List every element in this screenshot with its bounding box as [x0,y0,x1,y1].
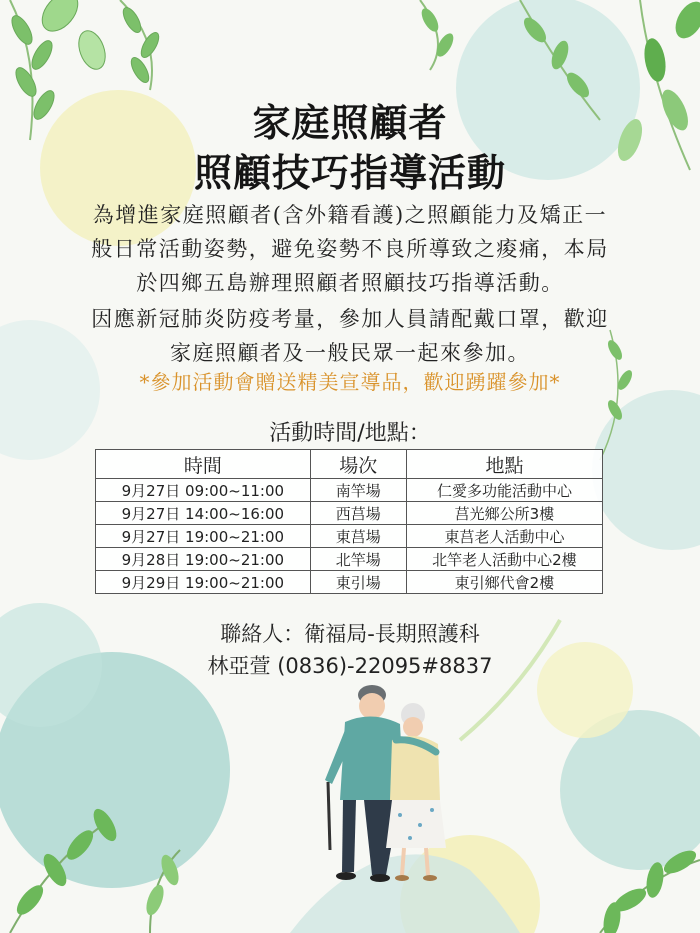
table-header-row [96,450,603,479]
contact-person: 聯絡人：衛福局-長期照護科 [220,622,480,646]
cell-time: 9月27日 09:00~11:00 [96,479,311,502]
cell-session: 東引場 [310,571,406,594]
cell-location: 東莒老人活動中心 [406,525,602,548]
table-row [96,525,603,548]
notice-line-1: 因應新冠肺炎防疫考量，參加人員請配戴口罩，歡迎 [91,307,609,331]
cell-time: 9月27日 19:00~21:00 [96,525,311,548]
intro-line-1: 為增進家庭照顧者(含外籍看護)之照顧能力及矯正一 [92,203,608,227]
cell-session: 西莒場 [310,502,406,525]
notice-line-2: 家庭照顧者及一般民眾一起來參加。 [170,341,530,365]
cell-time: 9月28日 19:00~21:00 [96,548,311,571]
header-location: 地點 [406,450,602,479]
title-line-2: 照顧技巧指導活動 [193,151,506,195]
cell-session: 東莒場 [310,525,406,548]
cell-time: 9月29日 19:00~21:00 [96,571,311,594]
header-session: 場次 [310,450,406,479]
table-row [96,548,603,571]
cell-time: 9月27日 14:00~16:00 [96,502,311,525]
gift-note: *參加活動會贈送精美宣導品，歡迎踴躍參加* [139,370,561,394]
schedule-heading: 活動時間/地點： [269,421,431,446]
table-row [96,571,603,594]
notice-paragraph [0,302,700,370]
header-time: 時間 [96,450,311,479]
cell-location: 莒光鄉公所3樓 [406,502,602,525]
cell-location: 仁愛多功能活動中心 [406,479,602,502]
cell-location: 東引鄉代會2樓 [406,571,602,594]
table-row [96,502,603,525]
intro-line-3: 於四鄉五島辦理照顧者照顧技巧指導活動。 [136,271,564,295]
intro-paragraph [0,198,700,300]
cell-location: 北竿老人活動中心2樓 [406,548,602,571]
contact-phone: 林亞萱 (0836)-22095#8837 [207,654,493,678]
title-line-1: 家庭照顧者 [252,101,448,145]
schedule-table [95,449,603,594]
intro-line-2: 般日常活動姿勢，避免姿勢不良所導致之痠痛，本局 [91,237,609,261]
table-row [96,479,603,502]
cell-session: 北竿場 [310,548,406,571]
cell-session: 南竿場 [310,479,406,502]
